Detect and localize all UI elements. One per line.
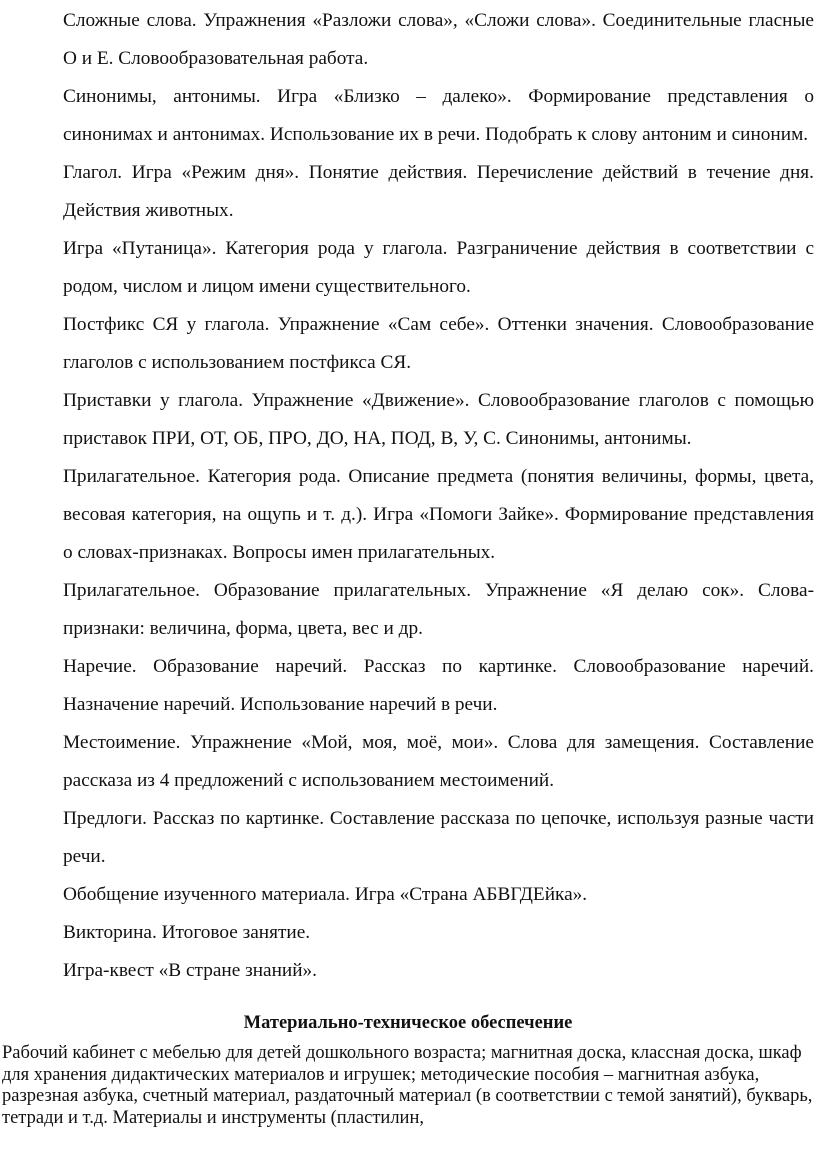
list-item [0, 800, 816, 876]
list-item [0, 572, 816, 648]
item-text: Сложные слова. Упражнения «Разложи слова», «Сложи слова». Соединительные гласные О и Е. Словообразовательная работа. [63, 10, 814, 69]
list-item [0, 306, 816, 382]
list-item [0, 78, 816, 154]
item-text: Предлоги. Рассказ по картинке. Составление рассказа по цепочке, используя разные части речи. [63, 808, 814, 867]
item-text: Глагол. Игра «Режим дня». Понятие действия. Перечисление действий в течение дня. Действия животных. [63, 162, 814, 221]
list-item [0, 230, 816, 306]
item-text: Синонимы, антонимы. Игра «Близко – далеко». Формирование представления о синонимах и антонимах. Использование их в речи. Подобрать к слову антоним и синоним. [63, 86, 814, 145]
lesson-list [0, 2, 816, 990]
item-text: Викторина. Итоговое занятие. [63, 922, 311, 943]
item-text: Прилагательное. Категория рода. Описание предмета (понятия величины, формы, цвета, весовая категория, на ощупь и т. д.). Игра «Помоги Зайке». Формирование представления о словах-признаках. Вопросы имен прилагательных. [63, 466, 814, 563]
item-text: Прилагательное. Образование прилагательных. Упражнение «Я делаю сок». Слова-признаки: величина, форма, цвета, вес и др. [63, 580, 814, 639]
item-text: Игра-квест «В стране знаний». [63, 960, 317, 981]
item-text: Игра «Путаница». Категория рода у глагола. Разграничение действия в соответствии с родом, числом и лицом имени существительного. [63, 238, 814, 297]
section-paragraph: Рабочий кабинет с мебелью для детей дошкольного возраста; магнитная доска, классная доска, шкаф для хранения дидактических материалов и игрушек; методические пособия – магнитная азбука, разрезная азбука, счетный материал, раздаточный материал (в соответствии с темой занятий), букварь, тетради и т.д. Материалы и инструменты (пластилин, [2, 1043, 813, 1128]
item-text: Постфикс СЯ у глагола. Упражнение «Сам себе». Оттенки значения. Словообразование глаголов с использованием постфикса СЯ. [63, 314, 814, 373]
section-heading: Материально-техническое обеспечение [243, 1013, 573, 1033]
list-item [0, 724, 816, 800]
item-text: Приставки у глагола. Упражнение «Движение». Словообразование глаголов с помощью приставок ПРИ, ОТ, ОБ, ПРО, ДО, НА, ПОД, В, У, С. Синонимы, антонимы. [63, 390, 814, 449]
list-item [0, 2, 816, 78]
list-item [0, 914, 816, 952]
list-item [0, 648, 816, 724]
list-item [0, 382, 816, 458]
list-item [0, 154, 816, 230]
item-text: Местоимение. Упражнение «Мой, моя, моё, мои». Слова для замещения. Составление рассказа из 4 предложений с использованием местоимений. [63, 732, 814, 791]
list-item [0, 876, 816, 914]
list-item [0, 952, 816, 990]
item-text: Обобщение изученного материала. Игра «Страна АБВГДЕйка». [63, 884, 588, 905]
item-text: Наречие. Образование наречий. Рассказ по картинке. Словообразование наречий. Назначение наречий. Использование наречий в речи. [63, 656, 814, 715]
list-item [0, 458, 816, 572]
